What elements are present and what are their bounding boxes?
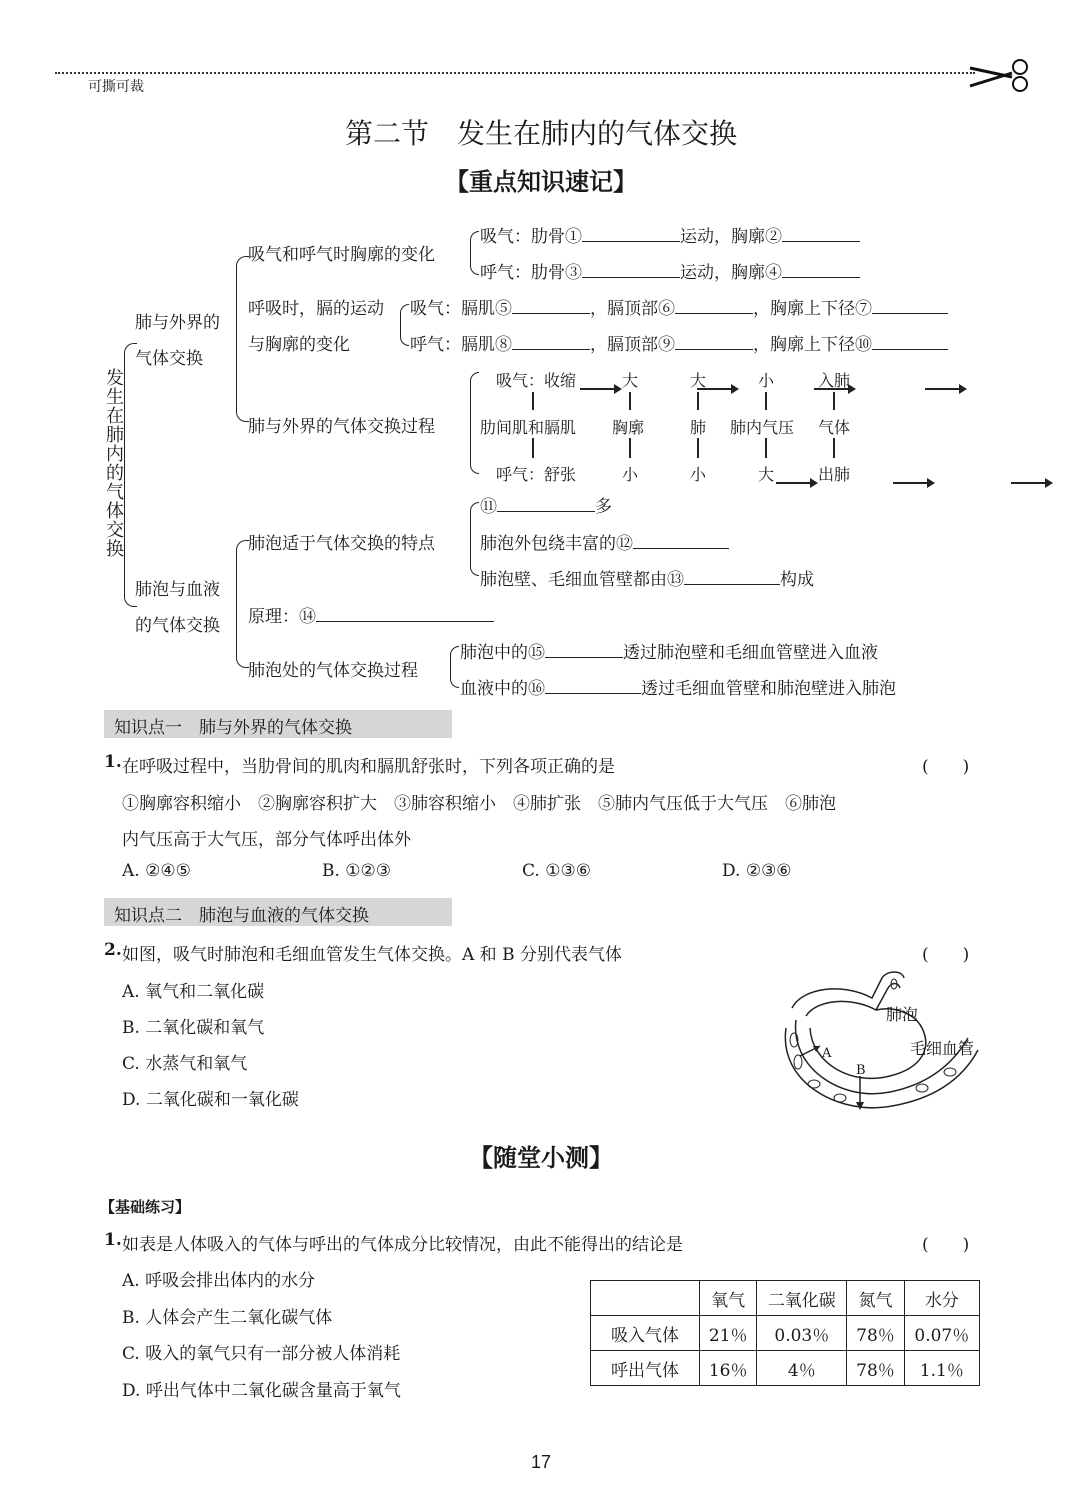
flow-up-2: 大 (690, 371, 707, 390)
kp1-q1-statements: ①胸廓容积缩小 ②胸廓容积扩大 ③肺容积缩小 ④肺扩张 ⑤肺内气压低于大气压 ⑥肺泡 (122, 794, 836, 814)
basic-q1-stem: 如表是人体吸入的气体与呼出的气体成分比较情况，由此不能得出的结论是 (122, 1235, 683, 1255)
kp1-q1-stem: 在呼吸过程中，当肋骨间的肌肉和膈肌舒张时，下列各项正确的是 (122, 757, 615, 777)
flow-mid-3: 肺 (690, 418, 707, 437)
kp2-q2-stem: 如图，吸气时肺泡和毛细血管发生气体交换。A 和 B 分别代表气体 (122, 945, 622, 965)
basic-q1-answer-paren[interactable]: ( ) (922, 1235, 970, 1255)
table-row (591, 1351, 980, 1386)
blank-8[interactable] (512, 348, 590, 350)
branch2-label-line2: 的气体交换 (135, 616, 220, 636)
flow-connector (697, 392, 699, 410)
b2-sub1-brace (470, 502, 479, 576)
b1-sub2-inhale: 吸气：膈肌⑤ ，膈顶部⑥ ，胸廓上下径⑦ (410, 294, 948, 319)
table-cell: 78％ (847, 1351, 904, 1386)
flow-down-3: 大 (758, 465, 775, 484)
branch1-label-line2: 气体交换 (135, 349, 203, 369)
table-cell: 1.1％ (904, 1351, 979, 1386)
section-heading-knowledge: 【重点知识速记】 (445, 168, 637, 196)
kp1-q1-option-d[interactable]: D. ②③⑥ (722, 861, 792, 881)
b2-sub3-item1: 肺泡中的⑮ 透过肺泡壁和毛细血管壁进入血液 (460, 643, 878, 663)
blank-14[interactable] (316, 620, 494, 622)
table-header-row (591, 1281, 980, 1316)
kp2-q2-option-d[interactable]: D. 二氧化碳和一氧化碳 (122, 1090, 299, 1110)
scissors-icon (968, 58, 1034, 92)
arrow (893, 482, 933, 484)
b2-principle: 原理：⑭ (248, 602, 494, 627)
flow-inhale-row: 吸气：收缩 (496, 371, 577, 390)
table-header-cell: 氮气 (847, 1281, 904, 1316)
table-row (591, 1316, 980, 1351)
flow-connector (833, 438, 835, 458)
gas-composition-table (590, 1280, 980, 1386)
cut-line (55, 72, 975, 74)
flow-connector (532, 438, 534, 458)
b2-sub3-item2: 血液中的⑯ 透过毛细血管壁和肺泡壁进入肺泡 (460, 679, 896, 699)
arrow (776, 482, 816, 484)
flow-mid-2: 胸廓 (612, 418, 645, 437)
flow-connector (629, 438, 631, 458)
flow-up-3: 小 (758, 371, 775, 390)
branch1-label-line1: 肺与外界的 (135, 313, 220, 333)
kp2-q2-answer-paren[interactable]: ( ) (922, 945, 970, 965)
basic-q1-option-d[interactable]: D. 呼出气体中二氧化碳含量高于氧气 (122, 1381, 401, 1401)
b1-sub1-brace (470, 231, 479, 275)
flow-down-2: 小 (690, 465, 707, 484)
basic-q1-num: 1. (104, 1230, 122, 1250)
b1-sub1-inhale: 吸气：肋骨① 运动，胸廓② (480, 222, 860, 247)
table-header-cell: 氧气 (700, 1281, 757, 1316)
flow-exhale-row: 呼气：舒张 (496, 465, 577, 484)
kp1-q1-statements-cont: 内气压高于大气压，部分气体呼出体外 (122, 830, 411, 850)
root-brace (124, 343, 137, 607)
flow-mid-1: 肋间肌和膈肌 (480, 418, 577, 437)
kp1-q1-num: 1. (104, 752, 122, 772)
flow-down-4: 出肺 (818, 465, 851, 484)
blank-11[interactable] (497, 510, 595, 512)
flow-connector (765, 438, 767, 458)
flow-mid-5: 气体 (818, 418, 851, 437)
b1-sub3-brace (470, 372, 479, 474)
b1-sub1-exhale: 呼气：肋骨③ 运动，胸廓④ (480, 258, 860, 283)
b2-sub3-label: 肺泡处的气体交换过程 (248, 661, 418, 681)
kp1-q1-option-b[interactable]: B. ①②③ (322, 861, 392, 881)
basic-q1-option-a[interactable]: A. 呼吸会排出体内的水分 (122, 1271, 316, 1291)
flow-down-1: 小 (622, 465, 639, 484)
b2-sub1-item3: 肺泡壁、毛细血管壁都由⑬ 构成 (480, 570, 814, 590)
table-cell: 0.07％ (904, 1316, 979, 1351)
b1-sub3-label: 肺与外界的气体交换过程 (248, 417, 435, 437)
b2-sub1-label: 肺泡适于气体交换的特点 (248, 534, 435, 554)
kp1-q1-option-a[interactable]: A. ②④⑤ (122, 861, 191, 881)
blank-1[interactable] (582, 240, 680, 242)
flow-up-4: 入肺 (818, 371, 851, 390)
b2-sub1-item2: 肺泡外包绕丰富的⑫ (480, 529, 729, 554)
flow-connector (697, 438, 699, 458)
kp2-q2-option-c[interactable]: C. 水蒸气和氧气 (122, 1054, 248, 1074)
branch2-label-line1: 肺泡与血液 (135, 580, 220, 600)
blank-5[interactable] (512, 312, 590, 314)
blank-13[interactable] (684, 583, 780, 585)
table-cell: 呼出气体 (591, 1351, 700, 1386)
table-cell: 78％ (847, 1316, 904, 1351)
page-title: 第二节 发生在肺内的气体交换 (344, 117, 737, 150)
b1-sub2-brace (400, 304, 409, 346)
flow-connector (833, 392, 835, 410)
table-cell: 4％ (757, 1351, 847, 1386)
arrow (580, 388, 620, 390)
table-header-cell: 二氧化碳 (757, 1281, 847, 1316)
blank-3[interactable] (582, 276, 680, 278)
tree-root-label: 发生在肺内的气体交换 (103, 368, 124, 558)
blank-4[interactable] (782, 276, 860, 278)
kp2-q2-option-a[interactable]: A. 氧气和二氧化碳 (122, 982, 265, 1002)
kp2-heading: 知识点二 肺泡与血液的气体交换 (114, 906, 369, 926)
b1-sub2-label-line2: 与胸廓的变化 (248, 335, 350, 355)
kp2-q2-option-b[interactable]: B. 二氧化碳和氧气 (122, 1018, 265, 1038)
b1-sub2-exhale: 呼气：膈肌⑧ ，膈顶部⑨ ，胸廓上下径⑩ (410, 330, 948, 355)
blank-7[interactable] (872, 312, 948, 314)
table-cell: 16％ (700, 1351, 757, 1386)
flow-connector (629, 392, 631, 410)
blank-6[interactable] (675, 312, 753, 314)
b2-sub3-brace (450, 646, 459, 688)
table-cell: 0.03％ (757, 1316, 847, 1351)
kp2-q2-num: 2. (104, 940, 122, 960)
figure-label-a: A (822, 1046, 832, 1061)
section-heading-quiz: 【随堂小测】 (469, 1144, 613, 1172)
flow-up-1: 大 (622, 371, 639, 390)
table-header-cell (591, 1281, 700, 1316)
b1-sub2-label-line1: 呼吸时，膈的运动 (248, 299, 384, 319)
table-cell: 吸入气体 (591, 1316, 700, 1351)
b2-sub1-item1: ⑪ 多 (480, 497, 612, 517)
blank-9[interactable] (675, 348, 753, 350)
flow-mid-4: 肺内气压 (730, 418, 795, 437)
blank-2[interactable] (782, 240, 860, 242)
flow-connector (765, 392, 767, 410)
b1-sub1-label: 吸气和呼气时胸廓的变化 (248, 245, 435, 265)
kp1-q1-answer-paren[interactable]: ( ) (922, 757, 970, 777)
blank-10[interactable] (872, 348, 948, 350)
arrow (925, 388, 965, 390)
basic-practice-heading: 【基础练习】 (100, 1198, 191, 1216)
blank-12[interactable] (633, 547, 729, 549)
cut-label: 可撕可裁 (88, 79, 144, 95)
kp1-heading: 知识点一 肺与外界的气体交换 (114, 718, 352, 738)
table-header-cell: 水分 (904, 1281, 979, 1316)
page-number: 17 (530, 1452, 552, 1472)
blank-15[interactable] (545, 656, 623, 658)
kp1-q1-option-c[interactable]: C. ①③⑥ (522, 861, 591, 881)
basic-q1-option-c[interactable]: C. 吸入的氧气只有一部分被人体消耗 (122, 1344, 401, 1364)
flow-connector (532, 392, 534, 410)
figure-label-b: B (856, 1063, 866, 1078)
table-cell: 21％ (700, 1316, 757, 1351)
figure-label-capillary: 毛细血管 (910, 1039, 975, 1058)
arrow (1011, 482, 1051, 484)
blank-16[interactable] (545, 692, 641, 694)
figure-label-alveolus: 肺泡 (886, 1005, 919, 1024)
basic-q1-option-b[interactable]: B. 人体会产生二氧化碳气体 (122, 1308, 333, 1328)
